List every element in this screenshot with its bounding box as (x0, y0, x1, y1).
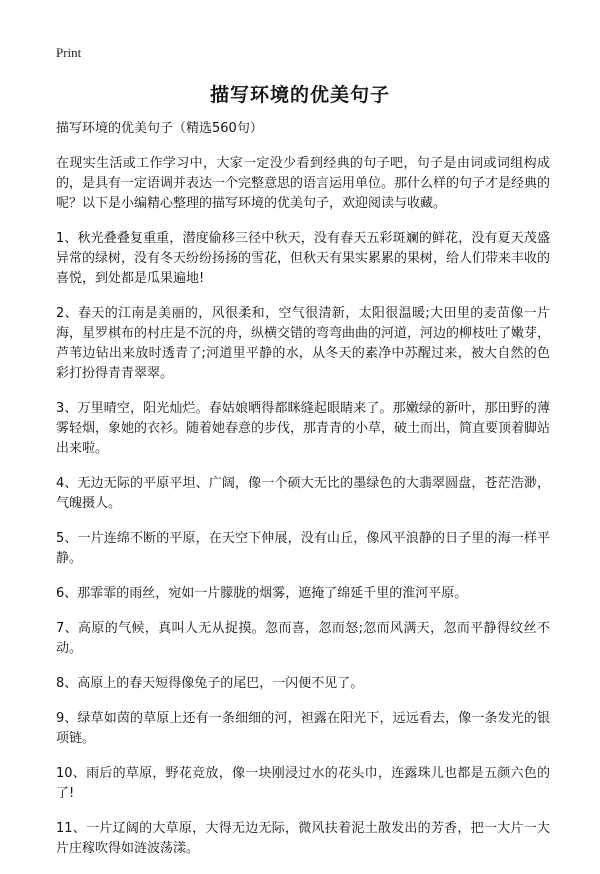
article-body (56, 119, 550, 874)
page-title: 描写环境的优美句子 (209, 84, 390, 106)
print-link[interactable]: Print (56, 45, 82, 60)
sentence-paragraph-8: 8、高原上的春天短得像兔子的尾巴，一闪便不见了。 (56, 676, 364, 691)
sentence-paragraph-3: 3、万里晴空，阳光灿烂。春姑娘晒得都眯缝起眼睛来了。那嫩绿的新叶，那田野的薄雾轻烟，象她的衣衫。随着她春意的步伐，那青青的小草，破土而出，简直要顶着脚站出来啦。 (56, 401, 551, 456)
sentence-paragraph-10: 10、雨后的草原，野花竞放，像一块刚浸过水的花头巾，连露珠儿也都是五颜六色的了! (56, 766, 550, 801)
sentence-paragraph-6: 6、那霏霏的雨丝，宛如一片朦胧的烟雾，遮掩了绵延千里的淮河平原。 (56, 586, 468, 601)
sentence-paragraph-9: 9、绿草如茵的草原上还有一条细细的河，袒露在阳光下，远远看去，像一条发光的银项链。 (56, 711, 550, 746)
sentence-paragraph-2: 2、春天的江南是美丽的，风很柔和，空气很清新，太阳很温暖;大田里的麦苗像一片海，星罗棋布的村庄是不沉的舟，纵横交错的弯弯曲曲的河道，河边的柳枝吐了嫩芽，芦苇边钻出来放时透青了;河道里平静的水，从冬天的素净中苏醒过来，被大自然的色彩打扮得青青翠翠。 (56, 306, 551, 381)
sentence-paragraph-5: 5、一片连绵不断的平原，在天空下伸展，没有山丘，像风平浪静的日子里的海一样平静。 (56, 531, 550, 566)
sentence-paragraph-1: 1、秋光叠叠复重重，潜度偷移三径中秋天，没有春天五彩斑斓的鲜花，没有夏天茂盛异常的绿树，没有冬天纷纷扬扬的雪花，但秋天有果实累累的果树，给人们带来丰收的喜悦，到处都是瓜果遍地! (56, 231, 551, 286)
sentence-paragraph-4: 4、无边无际的平原平坦、广阔，像一个硕大无比的墨绿色的大翡翠圆盘，苍茫浩渺，气魄摄人。 (56, 476, 550, 511)
sentence-paragraph-7: 7、高原的气候，真叫人无从捉摸。忽而喜，忽而怒;忽而风满天，忽而平静得纹丝不动。 (56, 621, 550, 656)
sentence-paragraph-11: 11、一片辽阔的大草原，大得无边无际，微风扶着泥土散发出的芳香，把一大片一大片庄稼吹得如涟波荡漾。 (56, 821, 550, 856)
article-subtitle: 描写环境的优美句子（精选560句） (56, 121, 263, 136)
intro-paragraph: 在现实生活或工作学习中，大家一定没少看到经典的句子吧，句子是由词或词组构成的，是具有一定语调并表达一个完整意思的语言运用单位。那什么样的句子才是经典的呢？以下是小编精心整理的描写环境的优美句子，欢迎阅读与收藏。 (56, 156, 551, 211)
